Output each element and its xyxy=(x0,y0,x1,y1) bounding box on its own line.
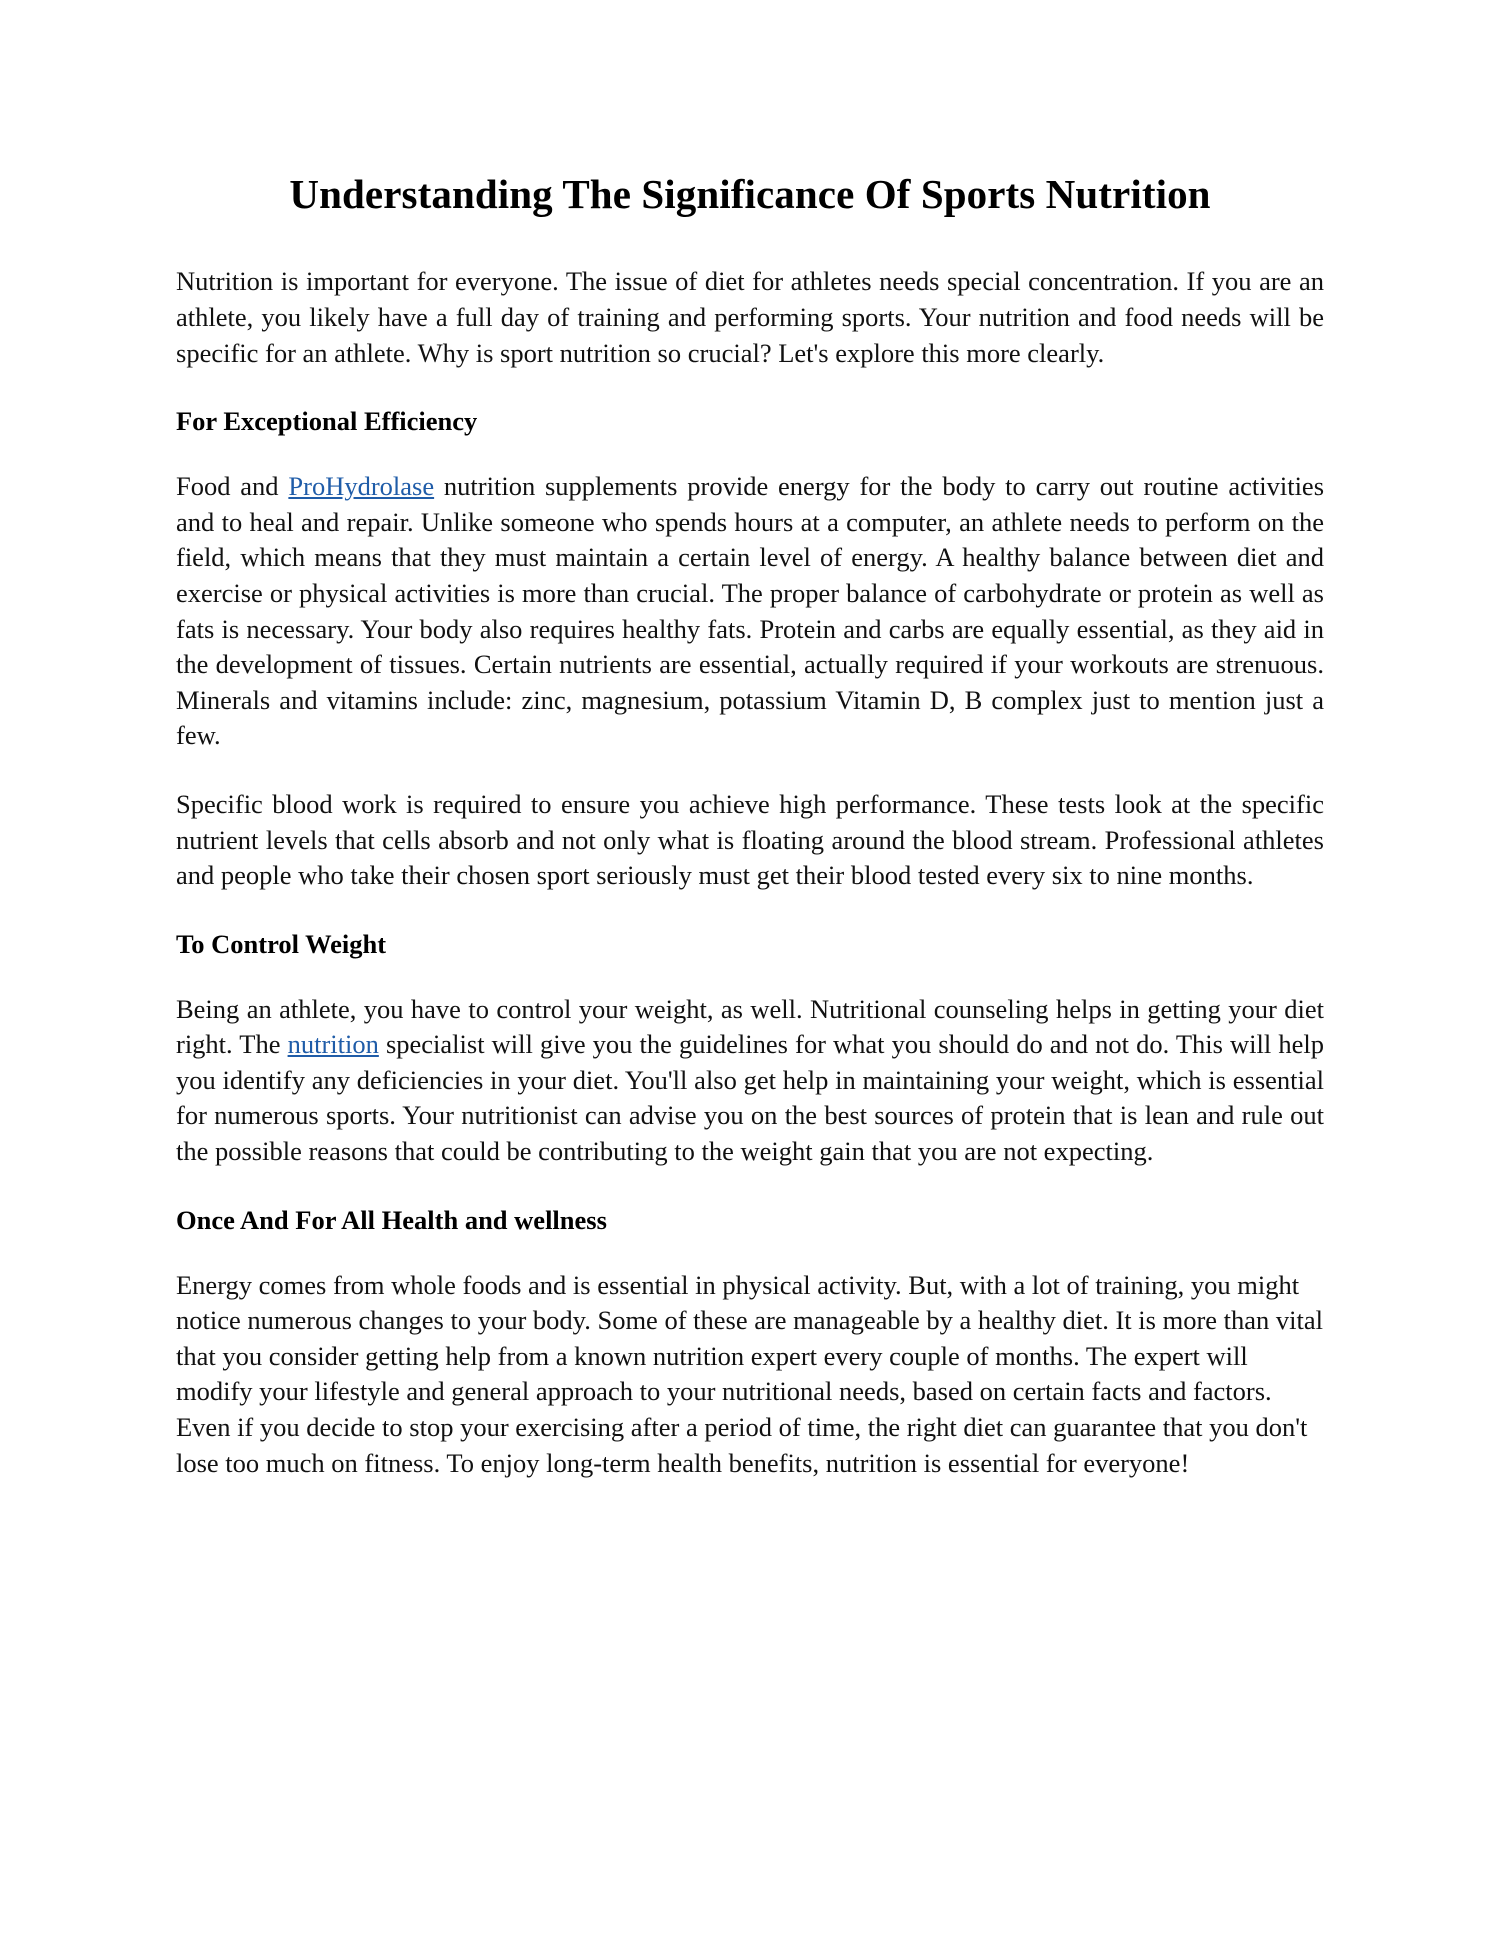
weight-paragraph xyxy=(176,992,1324,1170)
efficiency-text-after-link: nutrition supplements provide energy for the body to carry out routine activities and to heal and repair. Unlike someone who spends hours at a computer, an athlete needs to perform on the field, which means that they must maintain a certain level of energy. A healthy balance between diet and exercise or physical activities is more than crucial. The proper balance of carbohydrate or protein as well as fats is necessary. Your body also requires healthy fats. Protein and carbs are equally essential, as they aid in the development of tissues. Certain nutrients are essential, actually required if your workouts are strenuous. Minerals and vitamins include: zinc, magnesium, potassium Vitamin D, B complex just to mention just a few. xyxy=(176,471,1325,751)
nutrition-link[interactable]: nutrition xyxy=(287,1029,379,1060)
blood-work-paragraph: Specific blood work is required to ensure you achieve high performance. These tests look at the specific nutrient levels that cells absorb and not only what is floating around the blood stream. Professional athletes and people who take their chosen sport seriously must get their blood tested every six to nine months. xyxy=(176,788,1324,891)
section-heading-wellness: Once And For All Health and wellness xyxy=(176,1204,607,1235)
weight-text-before-link: Being an athlete, you have to control your weight, as well. Nutritional counseling helps in getting your diet right. The xyxy=(176,993,1324,1060)
efficiency-text-before-link: Food and xyxy=(176,471,289,502)
intro-paragraph: Nutrition is important for everyone. The issue of diet for athletes needs special concentration. If you are an athlete, you likely have a full day of training and performing sports. Your nutrition and food needs will be specific for an athlete. Why is sport nutrition so crucial? Let's explore this more clearly. xyxy=(176,266,1324,368)
document-content xyxy=(176,170,1324,1514)
prohydrolase-link[interactable]: ProHydrolase xyxy=(288,471,435,502)
efficiency-paragraph xyxy=(176,469,1324,754)
wellness-paragraph: Energy comes from whole foods and is essential in physical activity. But, with a lot of training, you might notice numerous changes to your body. Some of these are manageable by a healthy diet. It is more than vital that you consider getting help from a known nutrition expert every couple of months. The expert will modify your lifestyle and general approach to your nutritional needs, based on certain facts and factors. Even if you decide to stop your exercising after a period of time, the right diet can guarantee that you don't lose too much on fitness. To enjoy long-term health benefits, nutrition is essential for everyone! xyxy=(176,1269,1324,1478)
page-title: Understanding The Significance Of Sports Nutrition xyxy=(289,171,1211,217)
section-heading-weight: To Control Weight xyxy=(176,928,387,959)
weight-text-after-link: specialist will give you the guidelines for what you should do and not do. This will help you identify any deficiencies in your diet. You'll also get help in maintaining your weight, which is essential for numerous sports. Your nutritionist can advise you on the best sources of protein that is lean and rule out the possible reasons that could be contributing to the weight gain that you are not expecting. xyxy=(176,1029,1324,1167)
section-heading-efficiency: For Exceptional Efficiency xyxy=(176,406,478,437)
